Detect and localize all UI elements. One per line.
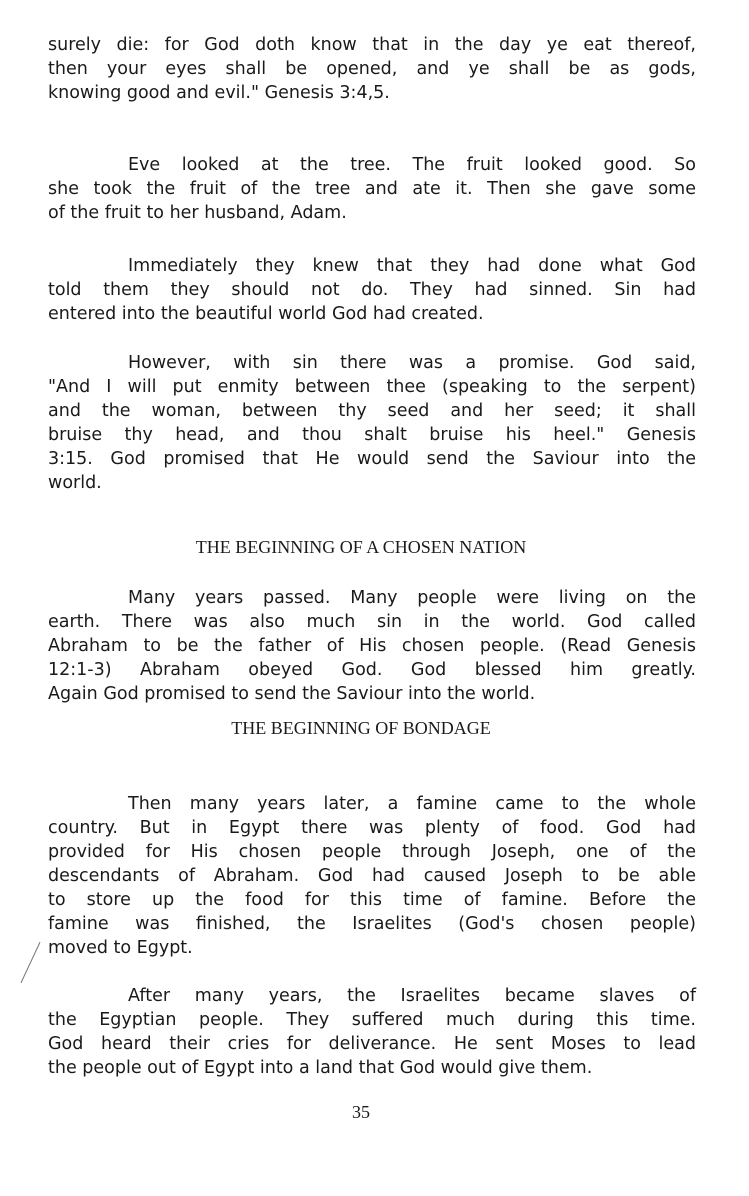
paragraph (48, 153, 696, 225)
text-line: earth. There was also much sin in the world. God called (48, 612, 696, 632)
text-line: then your eyes shall be opened, and ye shall be as gods, (48, 59, 696, 79)
text-line: provided for His chosen people through Joseph, one of the (48, 842, 696, 862)
text-line: knowing good and evil." Genesis 3:4,5. (48, 83, 390, 103)
text-line: 3:15. God promised that He would send the Saviour into the (48, 449, 696, 469)
paragraph (48, 792, 696, 960)
text-line: Immediately they knew that they had done what God (128, 256, 696, 276)
text-line: "And I will put enmity between thee (speaking to the serpent) (48, 377, 696, 397)
paragraph (48, 33, 696, 105)
text-line: told them they should not do. They had sinned. Sin had (48, 280, 696, 300)
text-line: After many years, the Israelites became slaves of (128, 986, 696, 1006)
paragraph (48, 586, 696, 706)
section-heading: THE BEGINNING OF A CHOSEN NATION (195, 537, 527, 557)
text-line: Again God promised to send the Saviour into the world. (48, 684, 536, 704)
text-line: Eve looked at the tree. The fruit looked good. So (128, 155, 696, 175)
text-line: Many years passed. Many people were living on the (128, 588, 696, 608)
page-number: 35 (352, 1102, 370, 1122)
text-line: world. (48, 473, 102, 493)
text-line: moved to Egypt. (48, 938, 193, 958)
text-line: the Egyptian people. They suffered much during this time. (48, 1010, 696, 1030)
text-line: entered into the beautiful world God had created. (48, 304, 484, 324)
text-line: 12:1-3) Abraham obeyed God. God blessed him greatly. (48, 660, 696, 680)
section-heading: THE BEGINNING OF BONDAGE (231, 718, 491, 738)
text-line: descendants of Abraham. God had caused Joseph to be able (48, 866, 696, 886)
text-line: and the woman, between thy seed and her seed; it shall (48, 401, 696, 421)
text-line: of the fruit to her husband, Adam. (48, 203, 347, 223)
text-line: country. But in Egypt there was plenty of food. God had (48, 818, 696, 838)
paragraph (48, 984, 696, 1080)
text-line: God heard their cries for deliverance. He sent Moses to lead (48, 1034, 696, 1054)
paragraph (48, 254, 696, 326)
paragraph (48, 351, 696, 495)
text-line: the people out of Egypt into a land that God would give them. (48, 1058, 593, 1078)
text-line: famine was finished, the Israelites (God's chosen people) (48, 914, 696, 934)
text-line: Then many years later, a famine came to the whole (128, 794, 696, 814)
text-line: she took the fruit of the tree and ate it. Then she gave some (48, 179, 696, 199)
text-line: surely die: for God doth know that in the day ye eat thereof, (48, 35, 696, 55)
text-line: However, with sin there was a promise. God said, (128, 353, 696, 373)
pen-mark (21, 942, 41, 983)
text-line: Abraham to be the father of His chosen people. (Read Genesis (48, 636, 696, 656)
text-line: bruise thy head, and thou shalt bruise his heel." Genesis (48, 425, 696, 445)
text-line: to store up the food for this time of famine. Before the (48, 890, 696, 910)
